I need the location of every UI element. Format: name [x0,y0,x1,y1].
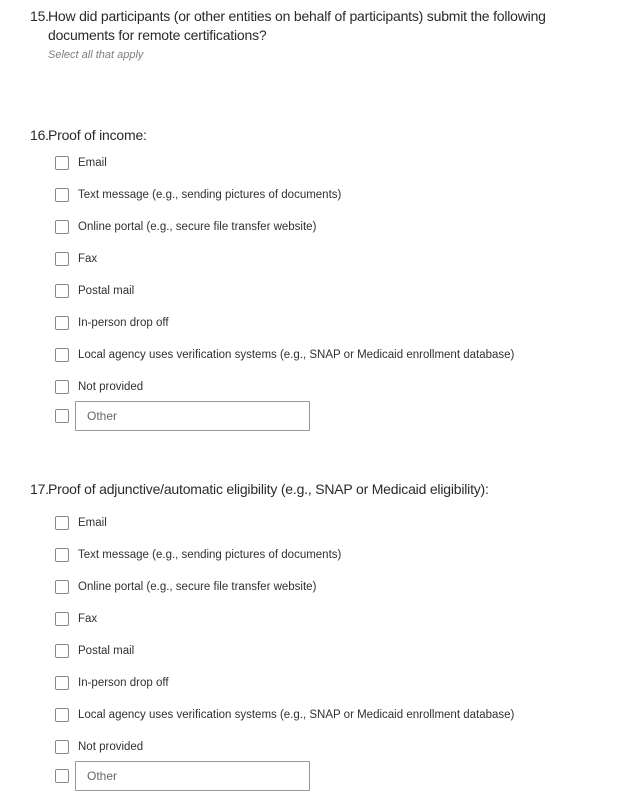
q16-option-not-provided[interactable] [55,380,633,394]
option-label: Text message (e.g., sending pictures of documents) [78,189,342,201]
q16-other-input[interactable] [75,401,310,431]
option-label: Fax [78,253,98,265]
option-label: Not provided [78,741,144,753]
question-15-title [30,7,633,45]
q16-checkbox-not-provided[interactable] [55,380,69,394]
option-label: Text message (e.g., sending pictures of documents) [78,549,342,561]
q16-option-other [55,401,633,431]
q16-checkbox-fax[interactable] [55,252,69,266]
question-text: How did participants (or other entities on behalf of participants) submit the following documents for remote certifications? [48,8,546,43]
question-text: Proof of income: [48,127,147,143]
q17-option-fax[interactable] [55,612,633,626]
q16-option-online-portal[interactable] [55,220,633,234]
q17-checkbox-email[interactable] [55,516,69,530]
q16-option-in-person-drop-off[interactable] [55,316,633,330]
q16-checkbox-other[interactable] [55,409,69,423]
option-label: Email [78,157,107,169]
q17-checkbox-not-provided[interactable] [55,740,69,754]
q17-checkbox-online-portal[interactable] [55,580,69,594]
question-16-title [30,126,633,145]
q17-option-text-message[interactable] [55,548,633,562]
q17-option-online-portal[interactable] [55,580,633,594]
q17-checkbox-verification-systems[interactable] [55,708,69,722]
question-text: Proof of adjunctive/automatic eligibility (e.g., SNAP or Medicaid eligibility): [48,481,489,497]
q16-option-text-message[interactable] [55,188,633,202]
q16-option-email[interactable] [55,156,633,170]
q16-option-postal-mail[interactable] [55,284,633,298]
q17-checkbox-fax[interactable] [55,612,69,626]
question-number: 16. [30,127,49,143]
option-label: Local agency uses verification systems (e.g., SNAP or Medicaid enrollment database) [78,709,515,721]
question-17-title [30,480,633,499]
option-label: Email [78,517,107,529]
question-17 [30,480,633,791]
q16-checkbox-in-person-drop-off[interactable] [55,316,69,330]
option-label: In-person drop off [78,677,169,689]
option-label: Fax [78,613,98,625]
q17-option-email[interactable] [55,516,633,530]
question-number: 17. [30,481,49,497]
question-number: 15. [30,8,49,24]
option-label: Not provided [78,381,144,393]
q17-option-verification-systems[interactable] [55,708,633,722]
q17-option-other [55,761,633,791]
question-16 [30,126,633,431]
q17-checkbox-other[interactable] [55,769,69,783]
q17-option-not-provided[interactable] [55,740,633,754]
q17-other-input[interactable] [75,761,310,791]
q17-option-in-person-drop-off[interactable] [55,676,633,690]
option-label: Postal mail [78,645,135,657]
q17-option-postal-mail[interactable] [55,644,633,658]
q17-checkbox-text-message[interactable] [55,548,69,562]
q16-checkbox-verification-systems[interactable] [55,348,69,362]
q16-checkbox-online-portal[interactable] [55,220,69,234]
q17-checkbox-postal-mail[interactable] [55,644,69,658]
question-16-options [30,156,633,431]
q16-checkbox-email[interactable] [55,156,69,170]
question-15 [30,7,633,62]
q16-option-verification-systems[interactable] [55,348,633,362]
option-label: In-person drop off [78,317,169,329]
option-label: Postal mail [78,285,135,297]
q16-checkbox-postal-mail[interactable] [55,284,69,298]
q17-checkbox-in-person-drop-off[interactable] [55,676,69,690]
q16-checkbox-text-message[interactable] [55,188,69,202]
option-label: Local agency uses verification systems (e.g., SNAP or Medicaid enrollment database) [78,349,515,361]
question-17-options [30,516,633,791]
select-all-hint: Select all that apply [48,49,144,61]
option-label: Online portal (e.g., secure file transfer website) [78,221,317,233]
q16-option-fax[interactable] [55,252,633,266]
option-label: Online portal (e.g., secure file transfer website) [78,581,317,593]
